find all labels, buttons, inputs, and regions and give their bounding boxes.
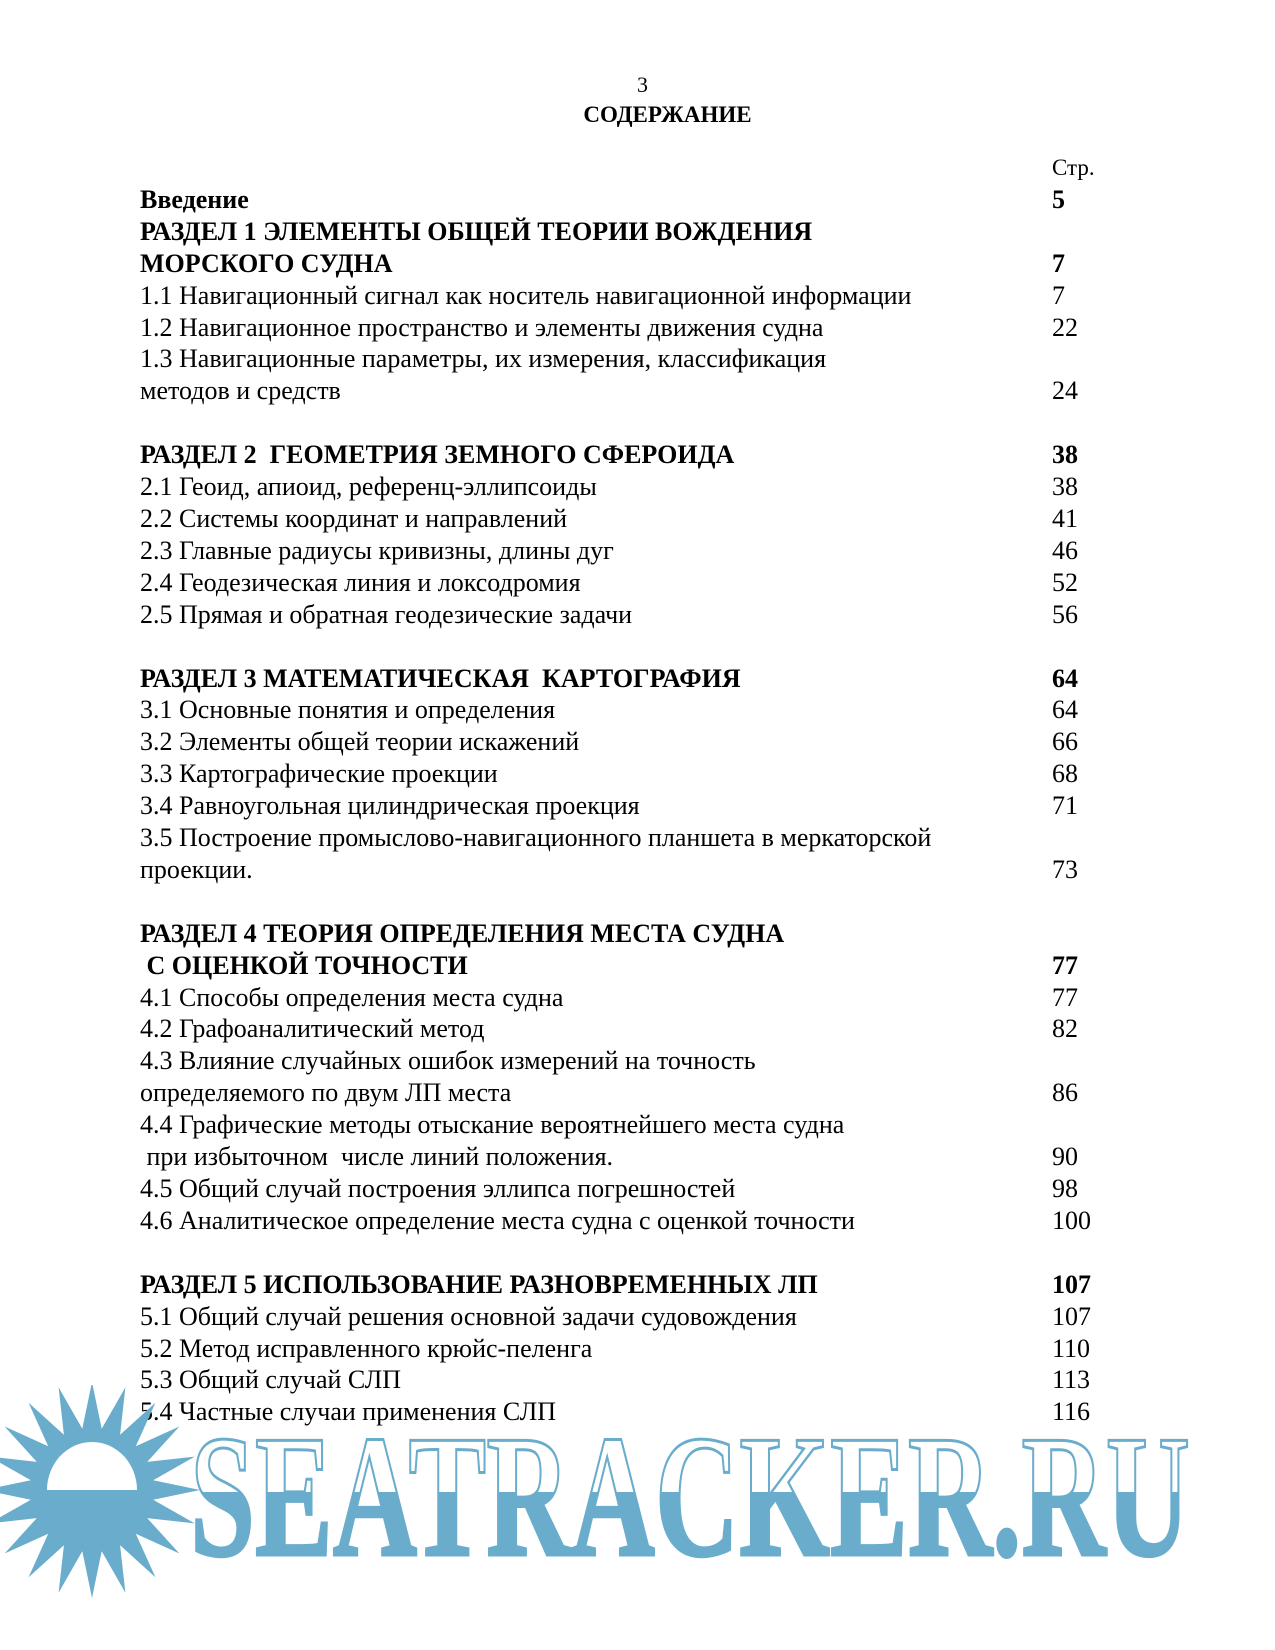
toc-entry-page: 77	[1052, 982, 1078, 1012]
toc-entry-title: 4.4 Графические методы отыскание вероятнейшего места судна	[140, 1110, 845, 1140]
toc-entry	[140, 854, 1140, 886]
toc-entry	[140, 1141, 1140, 1173]
toc-entry-title: проекции.	[140, 854, 253, 884]
toc-entry-page: 100	[1052, 1205, 1091, 1235]
toc-entry-page: 71	[1052, 791, 1078, 821]
toc-entry	[140, 1077, 1140, 1109]
toc-entry	[140, 1109, 1140, 1141]
toc-entry	[140, 599, 1140, 631]
toc-entry	[140, 343, 1140, 375]
toc-entry-title: 4.3 Влияние случайных ошибок измерений на точность	[140, 1046, 756, 1076]
toc-entry-title: РАЗДЕЛ 4 ТЕОРИЯ ОПРЕДЕЛЕНИЯ МЕСТА СУДНА	[140, 918, 785, 948]
toc-entry-title: МОРСКОГО СУДНА	[140, 248, 393, 278]
toc-entry-page: 66	[1052, 727, 1078, 757]
watermark-text: SEATRACKER.RU	[190, 1399, 1190, 1593]
toc-entry-title: Введение	[140, 185, 249, 214]
toc-entry-page: 46	[1052, 535, 1078, 565]
toc-entry-page: 38	[1052, 472, 1078, 502]
toc-entry-title: 2.5 Прямая и обратная геодезические задачи	[140, 599, 633, 629]
table-of-contents	[140, 184, 1140, 1428]
toc-entry-page: 22	[1052, 312, 1078, 342]
toc-entry	[140, 918, 1140, 950]
toc-entry-page: 68	[1052, 759, 1078, 789]
toc-entry	[140, 822, 1140, 854]
toc-entry-title: 2.3 Главные радиусы кривизны, длины дуг	[140, 535, 614, 565]
toc-entry-title: РАЗДЕЛ 2 ГЕОМЕТРИЯ ЗЕМНОГО СФЕРОИДА	[140, 440, 735, 470]
page-number: 3	[637, 72, 648, 97]
toc-entry-page: 77	[1052, 950, 1078, 980]
toc-entry	[140, 535, 1140, 567]
toc-entry-title: 3.5 Построение промыслово-навигационного планшета в меркаторской	[140, 823, 932, 853]
toc-entry-title: 3.4 Равноугольная цилиндрическая проекция	[140, 791, 640, 821]
toc-entry	[140, 758, 1140, 790]
toc-entry-title: РАЗДЕЛ 3 МАТЕМАТИЧЕСКАЯ КАРТОГРАФИЯ	[140, 663, 741, 693]
toc-entry	[140, 184, 1140, 216]
toc-entry	[140, 726, 1140, 758]
toc-entry	[140, 248, 1140, 280]
toc-entry	[140, 1269, 1140, 1301]
toc-entry	[140, 790, 1140, 822]
toc-entry-title: 5.1 Общий случай решения основной задачи судовождения	[140, 1301, 797, 1331]
toc-entry-page: 110	[1052, 1333, 1091, 1363]
toc-entry	[140, 280, 1140, 312]
toc-entry-page: 7	[1052, 280, 1065, 310]
toc-entry-page: 116	[1052, 1397, 1091, 1427]
seatracker-watermark-logo	[0, 1385, 1275, 1650]
toc-entry	[140, 950, 1140, 982]
toc-entry	[140, 663, 1140, 695]
toc-entry-title: 4.2 Графоаналитический метод	[140, 1014, 485, 1044]
toc-entry-title: 1.2 Навигационное пространство и элементы движения судна	[140, 312, 824, 342]
toc-entry-page: 107	[1052, 1301, 1091, 1331]
toc-entry-title: РАЗДЕЛ 1 ЭЛЕМЕНТЫ ОБЩЕЙ ТЕОРИИ ВОЖДЕНИЯ	[140, 216, 813, 246]
toc-entry-page: 5	[1052, 185, 1065, 214]
toc-entry-page: 90	[1052, 1142, 1078, 1172]
toc-entry-page: 113	[1052, 1365, 1091, 1395]
toc-entry-page: 41	[1052, 504, 1078, 534]
toc-entry-page: 24	[1052, 376, 1078, 406]
toc-entry	[140, 312, 1140, 344]
toc-entry	[140, 1173, 1140, 1205]
toc-entry	[140, 982, 1140, 1014]
toc-entry	[140, 439, 1140, 471]
toc-entry-page: 107	[1052, 1269, 1091, 1299]
toc-entry-title: 2.1 Геоид, апиоид, референц-эллипсоиды	[140, 472, 597, 502]
toc-entry-title: 2.2 Системы координат и направлений	[140, 504, 568, 534]
toc-entry-page: 7	[1052, 248, 1065, 278]
sun-icon	[0, 1385, 200, 1598]
toc-entry-title: 4.6 Аналитическое определение места судна с оценкой точности	[140, 1205, 855, 1235]
toc-entry-page: 73	[1052, 854, 1078, 884]
toc-entry	[140, 1045, 1140, 1077]
toc-entry-title: 5.3 Общий случай СЛП	[140, 1365, 402, 1395]
toc-entry-title: 2.4 Геодезическая линия и локсодромия	[140, 567, 581, 597]
toc-entry-page: 86	[1052, 1078, 1078, 1108]
toc-entry-title: 3.2 Элементы общей теории искажений	[140, 727, 580, 757]
toc-entry-title: методов и средств	[140, 376, 341, 406]
toc-entry	[140, 1013, 1140, 1045]
toc-entry-title: 4.1 Способы определения места судна	[140, 982, 564, 1012]
toc-entry	[140, 1301, 1140, 1333]
toc-entry	[140, 567, 1140, 599]
toc-entry	[140, 694, 1140, 726]
toc-entry-title: 1.1 Навигационный сигнал как носитель навигационной информации	[140, 280, 912, 310]
toc-entry-page: 64	[1052, 663, 1078, 693]
toc-entry	[140, 375, 1140, 407]
toc-entry	[140, 503, 1140, 535]
toc-entry	[140, 1333, 1140, 1365]
toc-entry-title: РАЗДЕЛ 5 ИСПОЛЬЗОВАНИЕ РАЗНОВРЕМЕННЫХ ЛП	[140, 1269, 818, 1299]
toc-entry	[140, 471, 1140, 503]
toc-entry	[140, 1205, 1140, 1237]
toc-entry-title: при избыточном числе линий положения.	[140, 1142, 614, 1172]
toc-entry-page: 56	[1052, 599, 1078, 629]
toc-entry-page: 38	[1052, 440, 1078, 470]
toc-entry-page: 98	[1052, 1173, 1078, 1203]
toc-entry-page: 52	[1052, 567, 1078, 597]
toc-entry-title: 1.3 Навигационные параметры, их измерения, классификация	[140, 344, 827, 374]
toc-entry-title: 3.3 Картографические проекции	[140, 759, 498, 789]
toc-entry-title: С ОЦЕНКОЙ ТОЧНОСТИ	[140, 950, 468, 980]
toc-entry-title: 3.1 Основные понятия и определения	[140, 695, 556, 725]
page-title: СОДЕРЖАНИЕ	[583, 102, 752, 127]
toc-entry-page: 82	[1052, 1014, 1078, 1044]
toc-entry-title: 4.5 Общий случай построения эллипса погрешностей	[140, 1173, 736, 1203]
page-column-header: Стр.	[1052, 155, 1095, 180]
toc-entry-title: определяемого по двум ЛП места	[140, 1078, 512, 1108]
toc-entry-page: 64	[1052, 695, 1078, 725]
toc-entry-title: 5.4 Частные случаи применения СЛП	[140, 1397, 556, 1427]
toc-entry	[140, 216, 1140, 248]
toc-entry-title: 5.2 Метод исправленного крюйс-пеленга	[140, 1333, 593, 1363]
